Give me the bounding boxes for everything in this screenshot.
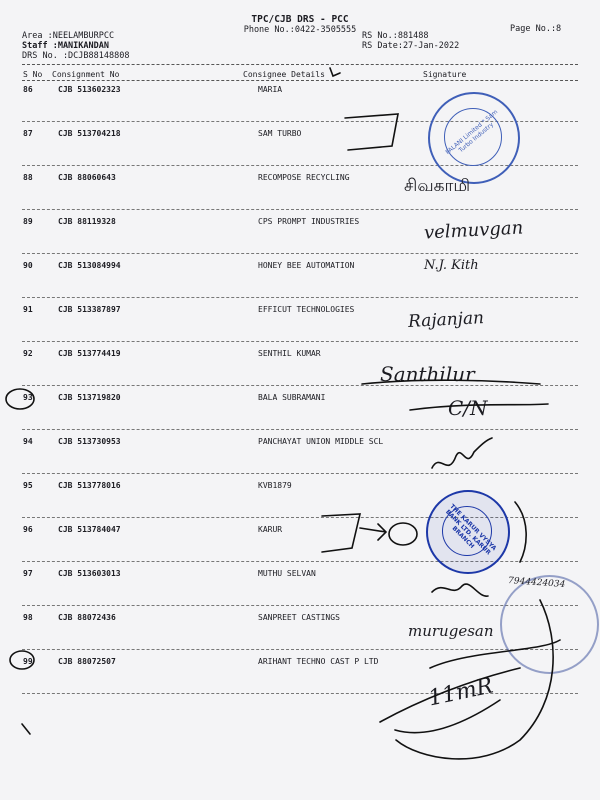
row-consignee: SENTHIL KUMAR	[258, 349, 321, 358]
row-sno: 99	[23, 657, 33, 666]
stamp-text: PALANI Limited * Sam Turbo Industry	[444, 108, 500, 157]
signature-row-88: சிவகாமி	[404, 176, 471, 196]
drs-number: DRS No. :DCJB88148808	[22, 51, 130, 61]
row-consignment-no: CJB 513387897	[58, 305, 121, 314]
row-sno: 87	[23, 129, 33, 138]
row-consignee: PANCHAYAT UNION MIDDLE SCL	[258, 437, 384, 446]
row-consignment-no: CJB 513603013	[58, 569, 121, 578]
col-header-consignee: Consignee Details	[243, 70, 325, 79]
row-consignment-no: CJB 513778016	[58, 481, 121, 490]
row-sno: 98	[23, 613, 33, 622]
col-header-sno: S No	[23, 70, 43, 79]
row-consignee: MARIA	[258, 85, 283, 94]
signature-row-92: Santhilur	[380, 362, 475, 386]
circle-mark-93	[6, 389, 34, 409]
page-number: Page No.:8	[510, 24, 562, 34]
row-consignment-no: CJB 513784047	[58, 525, 121, 534]
row-consignee: SAM TURBO	[258, 129, 302, 138]
signature-row-89: velmuvgan	[423, 217, 524, 244]
row-sno: 94	[23, 437, 33, 446]
row-consignment-no: CJB 513774419	[58, 349, 121, 358]
row-consignee: RECOMPOSE RECYCLING	[258, 173, 350, 182]
scribble-94	[432, 438, 492, 468]
scribble-97	[432, 584, 488, 596]
signature-row-93: C/N	[448, 396, 488, 420]
col-header-consignment: Consignment No	[52, 70, 120, 79]
signature-row-90: N.J. Kith	[424, 258, 479, 273]
bank-stamp-text: THE KARUR VYSYA BANK LTD. KARUR BRANCH	[444, 502, 498, 557]
row-sno: 86	[23, 85, 33, 94]
rs-number: RS No.:881488	[362, 31, 429, 41]
signature-row-91: Rajanjan	[407, 308, 485, 332]
col-header-signature: Signature	[423, 70, 467, 79]
row-consignee: KVB1879	[258, 481, 292, 490]
rs-date: RS Date:27-Jan-2022	[362, 41, 460, 51]
document-title: TPC/CJB DRS - PCC	[251, 14, 349, 25]
row-consignee: CPS PROMPT INDUSTRIES	[258, 217, 360, 226]
row-consignment-no: CJB 513719820	[58, 393, 121, 402]
row-consignment-no: CJB 513704218	[58, 129, 121, 138]
row-consignment-no: CJB 513084994	[58, 261, 121, 270]
row-consignee: BALA SUBRAMANI	[258, 393, 326, 402]
row-consignee: HONEY BEE AUTOMATION	[258, 261, 355, 270]
row-sno: 93	[23, 393, 33, 402]
row-consignee: ARIHANT TECHNO CAST P LTD	[258, 657, 379, 666]
phone-number: Phone No.:0422-3505555	[243, 25, 357, 35]
row-consignment-no: CJB 88072436	[58, 613, 116, 622]
signature-row-98: murugesan	[408, 622, 494, 640]
row-consignment-no: CJB 88119328	[58, 217, 116, 226]
row-consignee: EFFICUT TECHNOLOGIES	[258, 305, 355, 314]
row-consignee: SANPREET CASTINGS	[258, 613, 340, 622]
area-label: Area :NEELAMBURPCC	[22, 31, 115, 41]
staff-label: Staff :MANIKANDAN	[22, 41, 109, 51]
bracket-mark-96	[322, 514, 360, 552]
row-consignment-no: CJB 88072507	[58, 657, 116, 666]
row-sno: 90	[23, 261, 33, 270]
row-consignment-no: CJB 513602323	[58, 85, 121, 94]
row-consignee: MUTHU SELVAN	[258, 569, 316, 578]
row-sno: 97	[23, 569, 33, 578]
circle-mark-99	[10, 651, 34, 669]
row-consignee: KARUR	[258, 525, 283, 534]
row-sno: 88	[23, 173, 33, 182]
row-sno: 95	[23, 481, 33, 490]
row-consignment-no: CJB 88060643	[58, 173, 116, 182]
bracket-mark-87	[345, 114, 398, 150]
row-sno: 91	[23, 305, 33, 314]
signature-row-99: 11mR	[426, 673, 496, 712]
row-sno: 89	[23, 217, 33, 226]
signature-row-97-phone: 7944424034	[507, 576, 566, 590]
row-consignment-no: CJB 513730953	[58, 437, 121, 446]
row-sno: 96	[23, 525, 33, 534]
row-sno: 92	[23, 349, 33, 358]
